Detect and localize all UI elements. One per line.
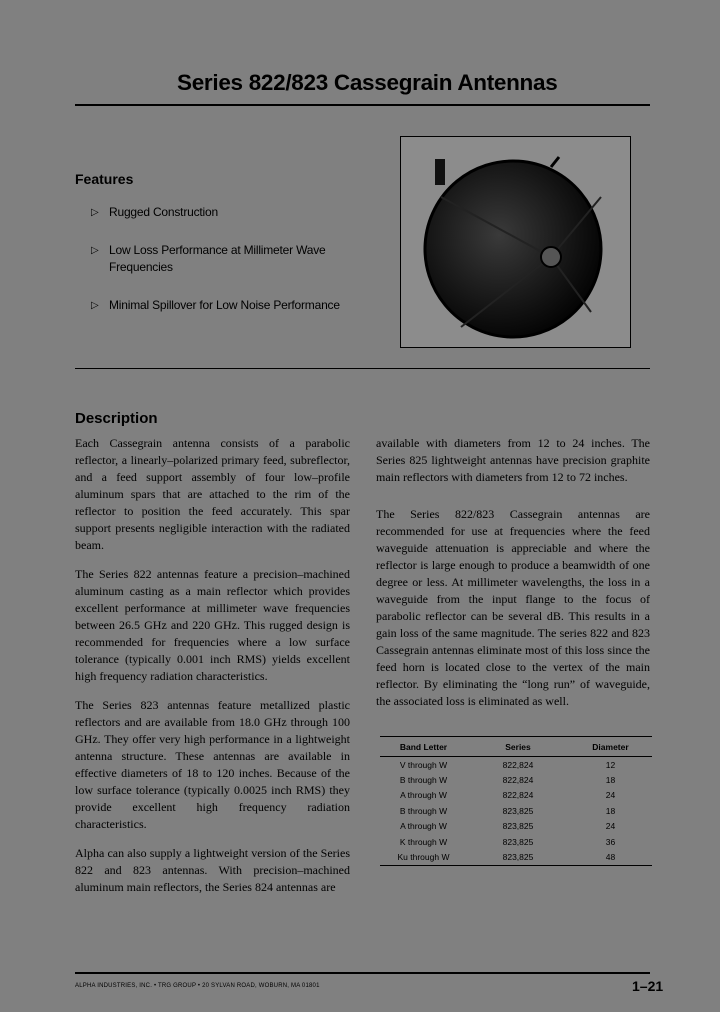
page-title: Series 822/823 Cassegrain Antennas xyxy=(177,70,558,95)
table-cell: 24 xyxy=(605,790,616,801)
table-row xyxy=(380,834,652,849)
feature-text: Rugged Construction xyxy=(109,205,218,219)
spec-table xyxy=(380,737,652,865)
paragraph: The Series 822 antennas feature a precision–machined aluminum casting as a main reflector which provides excellent performance at millimeter wave frequencies between 26.5 GHz and 220 GHz. This rugged design is recommended for frequencies where a low surface tolerance (typically 0.001 inch RMS) yields excellent high frequency radiation characteristics. xyxy=(75,567,350,683)
features-heading: Features xyxy=(75,171,134,187)
table-cell: B through W xyxy=(399,805,448,816)
table-header-row xyxy=(380,737,652,757)
bullet-icon: ▷ xyxy=(91,245,99,256)
table-row xyxy=(380,788,652,803)
antenna-illustration xyxy=(401,137,630,347)
title-rule xyxy=(75,104,650,106)
table-cell: 822,824 xyxy=(502,759,534,770)
table-cell: 36 xyxy=(605,836,616,847)
table-cell: 822,824 xyxy=(502,775,534,786)
column-header: Series xyxy=(467,737,569,757)
spec-table-wrapper xyxy=(380,736,652,866)
footer-address: ALPHA INDUSTRIES, INC. • TRG GROUP • 20 SYLVAN ROAD, WOBURN, MA 01801 xyxy=(75,983,320,989)
table-row xyxy=(380,757,652,773)
page-number: 1–21 xyxy=(632,978,664,994)
bullet-icon: ▷ xyxy=(91,207,99,218)
feature-text: Minimal Spillover for Low Noise Performance xyxy=(109,298,340,312)
table-cell: 822,824 xyxy=(502,790,534,801)
table-cell: K through W xyxy=(399,836,448,847)
table-cell: 24 xyxy=(605,821,616,832)
table-cell: 48 xyxy=(605,852,616,863)
table-cell: 12 xyxy=(605,759,616,770)
table-cell: A through W xyxy=(400,790,447,801)
paragraph: The Series 823 antennas feature metallized plastic reflectors and are available from 18.0 GHz through 100 GHz. They offer very high performance in a lightweight antenna structure. These antennas are available in effective diameters of 18 to 120 inches. Because of the low surface tolerance (typically 0.0025 inch RMS) they provide excellent high frequency radiation characteristics. xyxy=(75,698,350,831)
table-row xyxy=(380,819,652,834)
table-cell: 18 xyxy=(605,805,616,816)
table-row xyxy=(380,772,652,787)
table-cell: Ku through W xyxy=(397,852,450,863)
table-cell: B through W xyxy=(399,775,448,786)
table-cell: 18 xyxy=(605,775,616,786)
footer-rule xyxy=(75,972,650,974)
description-heading: Description xyxy=(75,410,158,427)
table-row xyxy=(380,803,652,818)
section-divider xyxy=(75,368,650,369)
bullet-icon: ▷ xyxy=(91,300,99,311)
table-cell: 823,825 xyxy=(502,852,534,863)
table-cell: 823,825 xyxy=(502,836,534,847)
paragraph: The Series 822/823 Cassegrain antennas are recommended for use at frequencies where the feed waveguide attenuation is appreciable and where the reflector is large enough to produce a beamwidth of one degree or less. At millimeter wavelengths, the loss in a waveguide from the input flange to the focus of parabolic reflector can be several dB. This results in a gain loss of the same magnitude. The series 822 and 823 Cassegrain antennas eliminate most of this loss since the feed horn is located close to the vertex of the main reflector. By eliminating the “long run” of waveguide, the associated loss is eliminated as well. xyxy=(376,507,650,708)
description-left-column xyxy=(75,435,350,908)
table-row xyxy=(380,849,652,864)
paragraph: Each Cassegrain antenna consists of a parabolic reflector, a linearly–polarized primary feed, subreflector, and a feed support assembly of four low–profile aluminum spars that are attached to the rim of the reflector to position the feed accurately. This spar support presents negligible interaction with the radiated beam. xyxy=(75,436,350,552)
table-cell: 823,825 xyxy=(502,805,534,816)
paragraph: Alpha can also supply a lightweight version of the Series 822 and 823 antennas. With precision–machined aluminum main reflectors, the Series 824 antennas are xyxy=(75,846,350,894)
description-right-column xyxy=(376,435,650,722)
column-header: Band Letter xyxy=(380,737,467,757)
table-cell: A through W xyxy=(400,821,447,832)
paragraph: available with diameters from 12 to 24 inches. The Series 825 lightweight antennas have precision graphite main reflectors with diameters from 12 to 72 inches. xyxy=(376,436,650,484)
table-cell: V through W xyxy=(399,759,448,770)
antenna-photo xyxy=(400,136,631,348)
table-cell: 823,825 xyxy=(502,821,534,832)
column-header: Diameter xyxy=(569,737,652,757)
feature-text: Low Loss Performance at Millimeter Wave Frequencies xyxy=(109,243,326,274)
